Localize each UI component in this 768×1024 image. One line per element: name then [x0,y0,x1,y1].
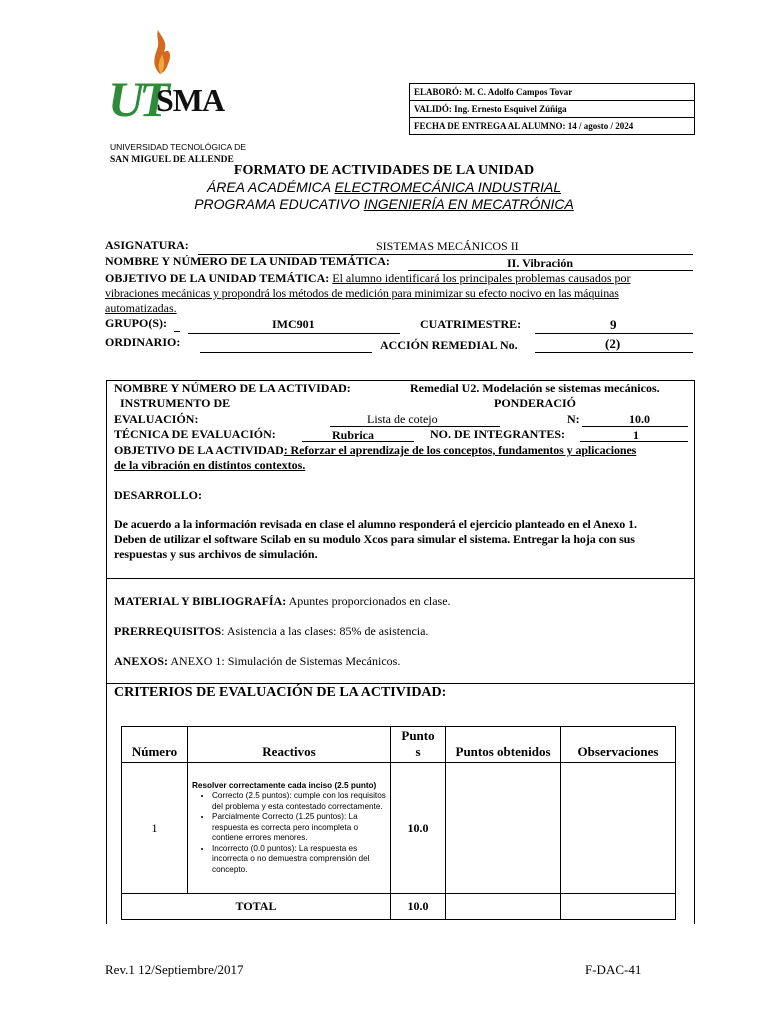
total-obtenidos [446,894,561,920]
header-puntos-2: s [415,744,421,759]
actividad-nombre-label: NOMBRE Y NÚMERO DE LA ACTIVIDAD: [114,381,351,395]
valido-cell: VALIDÓ: Ing. Ernesto Esquivel Zúñiga [410,101,694,118]
list-item: • Parcialmente Correcto (1.25 puntos): La respuesta es correcta pero incompleta o contiene errores menores. [212,812,386,844]
objetivo-actividad-line2: de la vibración en distintos contextos. [114,458,306,472]
material-value: Apuntes proporcionados en clase. [288,594,451,608]
unidad-value: II. Vibración [507,256,574,270]
ponderacion-value: 10.0 [629,412,650,426]
header-puntos [391,727,446,763]
programa-label: PROGRAMA EDUCATIVO [194,196,360,212]
objetivo-unidad-line3: automatizadas. [105,301,177,315]
ponderacion-line [582,426,688,427]
anexos-line [114,654,400,669]
desarrollo-text [114,517,688,562]
instrumento-label-1: INSTRUMENTO DE [120,396,231,410]
material-line [114,594,451,609]
accion-label: ACCIÓN REMEDIAL No. [380,338,518,352]
ordinario-label: ORDINARIO: [105,335,181,349]
header-reactivos: Reactivos [188,727,391,763]
objetivo-unidad [105,271,687,316]
objetivo-actividad-line1: : Reforzar el aprendizaje de los conceptos, fundamentos y aplicaciones [283,443,637,457]
objetivo-actividad [114,443,688,473]
prerreq-line [114,624,428,639]
header-obtenidos: Puntos obtenidos [446,727,561,763]
criteria-title: CRITERIOS DE EVALUACIÓN DE LA ACTIVIDAD: [114,685,447,700]
instrumento-value: Lista de cotejo [367,412,438,426]
list-item: • Incorrecto (0.0 puntos): La respuesta es incorrecta o no demuestra comprensión del concepto. [212,844,386,876]
anexos-label: ANEXOS: [114,654,169,668]
document-title: FORMATO DE ACTIVIDADES DE LA UNIDAD [233,163,535,178]
tecnica-label: TÉCNICA DE EVALUACIÓN: [114,427,276,441]
table-row [122,763,676,894]
header-puntos-1: Punto [401,728,435,743]
actividad-nombre-value: Remedial U2. Modelación se sistemas mecánicos. [410,381,660,395]
cuatrimestre-value: 9 [610,317,617,332]
row-observaciones [561,763,676,894]
criteria-header-row [122,727,676,763]
desarrollo-line1: De acuerdo a la información revisada en clase el alumno responderá el ejercicio planteado en el Anexo 1. [114,517,637,531]
objetivo-unidad-label: OBJETIVO DE LA UNIDAD TEMÁTICA: [105,271,330,285]
accion-value: (2) [605,336,621,351]
header-numero: Número [122,727,188,763]
header-observaciones: Observaciones [561,727,676,763]
list-item: • Correcto (2.5 puntos): cumple con los requisitos del problema y esta contestado correctamente. [212,791,386,812]
total-row [122,894,676,920]
unidad-label: NOMBRE Y NÚMERO DE LA UNIDAD TEMÁTICA: [105,254,390,268]
desarrollo-line2: Deben de utilizar el software Scilab en su modulo Xcos para simular el sistema. Entregar la hoja con sus [114,532,635,546]
ponderacion-label-2: N: [567,412,580,426]
area-title [0,179,768,195]
logo-line1: UNIVERSIDAD TECNOLÓGICA DE [110,142,246,152]
grupo-value: IMC901 [272,317,315,331]
prerreq-value: : Asistencia a las clases: 85% de asistencia. [221,624,429,638]
desarrollo-label: DESARROLLO: [114,488,203,502]
tecnica-value: Rubrica [332,428,374,442]
reactivo-title: Resolver correctamente cada inciso (2.5 punto) [192,780,377,790]
reactivo-list [192,791,386,875]
instrumento-label-2: EVALUACIÓN: [114,412,199,426]
ponderacion-label-1: PONDERACIÓ [494,396,577,410]
logo-ut: UT [108,71,165,127]
total-label: TOTAL [122,894,391,920]
footer-revision: Rev.1 12/Septiembre/2017 [105,962,244,977]
ordinario-line [200,352,372,353]
programa-title [0,196,768,212]
total-observaciones [561,894,676,920]
grupo-label: GRUPO(S): [105,316,167,330]
asignatura-value: SISTEMAS MECÁNICOS II [376,239,519,253]
logo-sma: SMA [156,82,225,118]
objetivo-actividad-label: OBJETIVO DE LA ACTIVIDAD [114,443,284,457]
university-logo [108,30,258,165]
grupo-line [188,333,400,334]
objetivo-unidad-line1: El alumno identificará los principales problemas causados por [332,271,631,285]
accion-line [535,352,693,353]
material-label: MATERIAL Y BIBLIOGRAFÍA: [114,594,287,608]
total-value: 10.0 [391,894,446,920]
flame-icon [146,30,176,74]
objetivo-unidad-line2: vibraciones mecánicas y propondrá los métodos de medición para minimizar su efecto nocivo en las máquinas [105,286,619,300]
row-obtenidos [446,763,561,894]
asignatura-label: ASIGNATURA: [105,238,189,252]
criteria-table [121,726,676,920]
header-box [409,83,695,135]
prerreq-label: PRERREQUISITOS [114,624,222,638]
integrantes-line [580,441,688,442]
elaboro-cell: ELABORÓ: M. C. Adolfo Campos Tovar [410,84,694,101]
grupo-blank-line [174,331,180,332]
integrantes-label: NO. DE INTEGRANTES: [430,427,566,441]
area-value: ELECTROMECÁNICA INDUSTRIAL [334,179,562,195]
area-label: ÁREA ACADÉMICA [206,179,331,195]
footer-code: F-DAC-41 [585,962,642,977]
desarrollo-line3: respuestas y sus archivos de simulación. [114,547,318,561]
logo-line2: SAN MIGUEL DE ALLENDE [110,155,234,165]
integrantes-value: 1 [633,428,639,442]
fecha-cell: FECHA DE ENTREGA AL ALUMNO: 14 / agosto / 2024 [414,121,634,131]
anexos-value: ANEXO 1: Simulación de Sistemas Mecánicos. [170,654,401,668]
cuatrimestre-line [535,333,693,334]
row-numero: 1 [122,763,188,894]
tecnica-line [302,441,414,442]
cuatrimestre-label: CUATRIMESTRE: [420,317,522,331]
row-puntos: 10.0 [391,763,446,894]
programa-value: INGENIERÍA EN MECATRÓNICA [363,196,574,212]
row-reactivo [188,763,391,894]
